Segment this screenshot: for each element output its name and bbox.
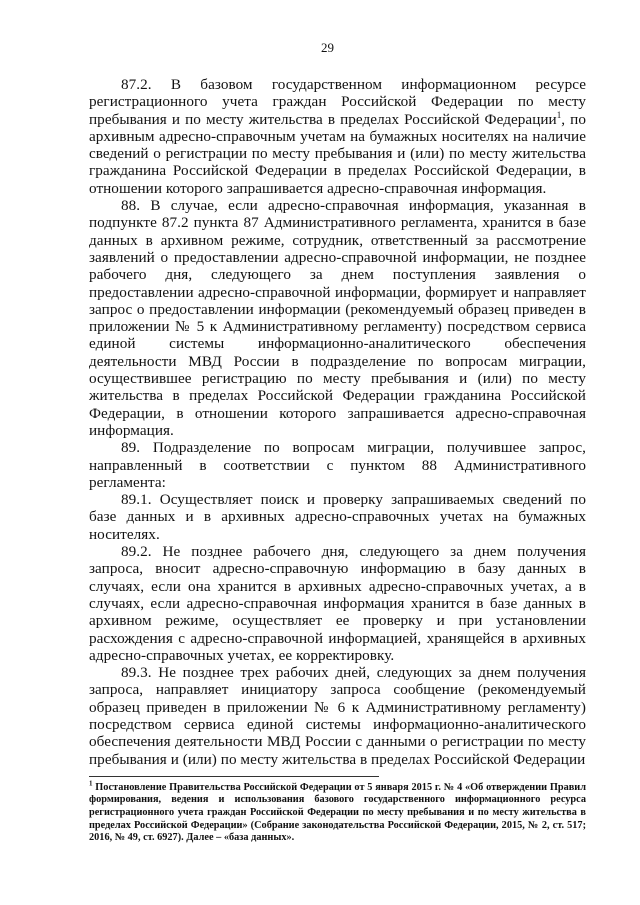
page-number: 29: [321, 40, 334, 55]
document-body: [89, 76, 586, 768]
paragraph-89-1: 89.1. Осуществляет поиск и проверку запрашиваемых сведений по базе данных и в архивных адресно-справочных учетах на бумажных носителях.: [89, 491, 586, 543]
footnote: [89, 779, 586, 845]
paragraph-text-continued: , по архивным адресно-справочным учетам на бумажных носителях на наличие сведений о регистрации по месту пребывания и (или) по месту жительства гражданина Российской Федерации в пределах Российской Федерации, в отношении которого запрашивается адресно-справочная информация.: [89, 110, 586, 197]
paragraph-89: 89. Подразделение по вопросам миграции, получившее запрос, направленный в соответствии с пунктом 88 Административного регламента:: [89, 439, 586, 491]
paragraph-89-3: 89.3. Не позднее трех рабочих дней, следующих за днем получения запроса, направляет инициатору запроса сообщение (рекомендуемый образец приведен в приложении № 6 к Административному регламенту) посредством сервиса единой системы информационно-аналитического обеспечения деятельности МВД России с данными о регистрации по месту пребывания и (или) по месту жительства в пределах Российской Федерации: [89, 664, 586, 768]
footnote-text: [89, 779, 586, 845]
paragraph-88: 88. В случае, если адресно-справочная информация, указанная в подпункте 87.2 пункта 87 Административного регламента, хранится в базе данных в архивном режиме, сотрудник, ответственный за рассмотрение заявлений о предоставлении адресно-справочной информации, не позднее рабочего дня, следующего за днем поступления заявления о предоставлении адресно-справочной информации, формирует и направляет запрос о предоставлении информации (рекомендуемый образец приведен в приложении № 5 к Административному регламенту) посредством сервиса единой системы информационно-аналитического обеспечения деятельности МВД России в подразделение по вопросам миграции, осуществившее регистрацию по месту пребывания и (или) по месту жительства в пределах Российской Федерации гражданина Российской Федерации, в отношении которого запрашивается адресно-справочная информация.: [89, 197, 586, 439]
footnote-reference: 1: [556, 109, 562, 120]
paragraph-87-2: [89, 76, 586, 197]
paragraph-text: 87.2. В базовом государственном информационном ресурсе регистрационного учета граждан Российской Федерации по месту пребывания и по месту жительства в пределах Российской Федерации: [89, 76, 586, 128]
paragraph-89-2: 89.2. Не позднее рабочего дня, следующего за днем получения запроса, вносит адресно-справочную информацию в базу данных в случаях, если она хранится в архивных адресно-справочных учетах, а в случаях, если адресно-справочная информация хранится в базе данных в архивном режиме, осуществляет ее проверку и при установлении расхождения с адресно-справочной информацией, хранящейся в архивных адресно-справочных учетах, ее корректировку.: [89, 543, 586, 664]
footnote-body: Постановление Правительства Российской Федерации от 5 января 2015 г. № 4 «Об отверждении Правил формирования, ведения и использования базового государственного информационного ресурса регистрационного учета граждан Российской Федерации по месту пребывания и по месту жительства в пределах Российской Федерации» (Собрание законодательства Российской Федерации, 2015, № 2, ст. 517; 2016, № 49, ст. 6927). Далее – «база данных».: [89, 781, 586, 844]
footnote-divider: [89, 776, 379, 777]
footnote-marker: 1: [89, 779, 93, 788]
